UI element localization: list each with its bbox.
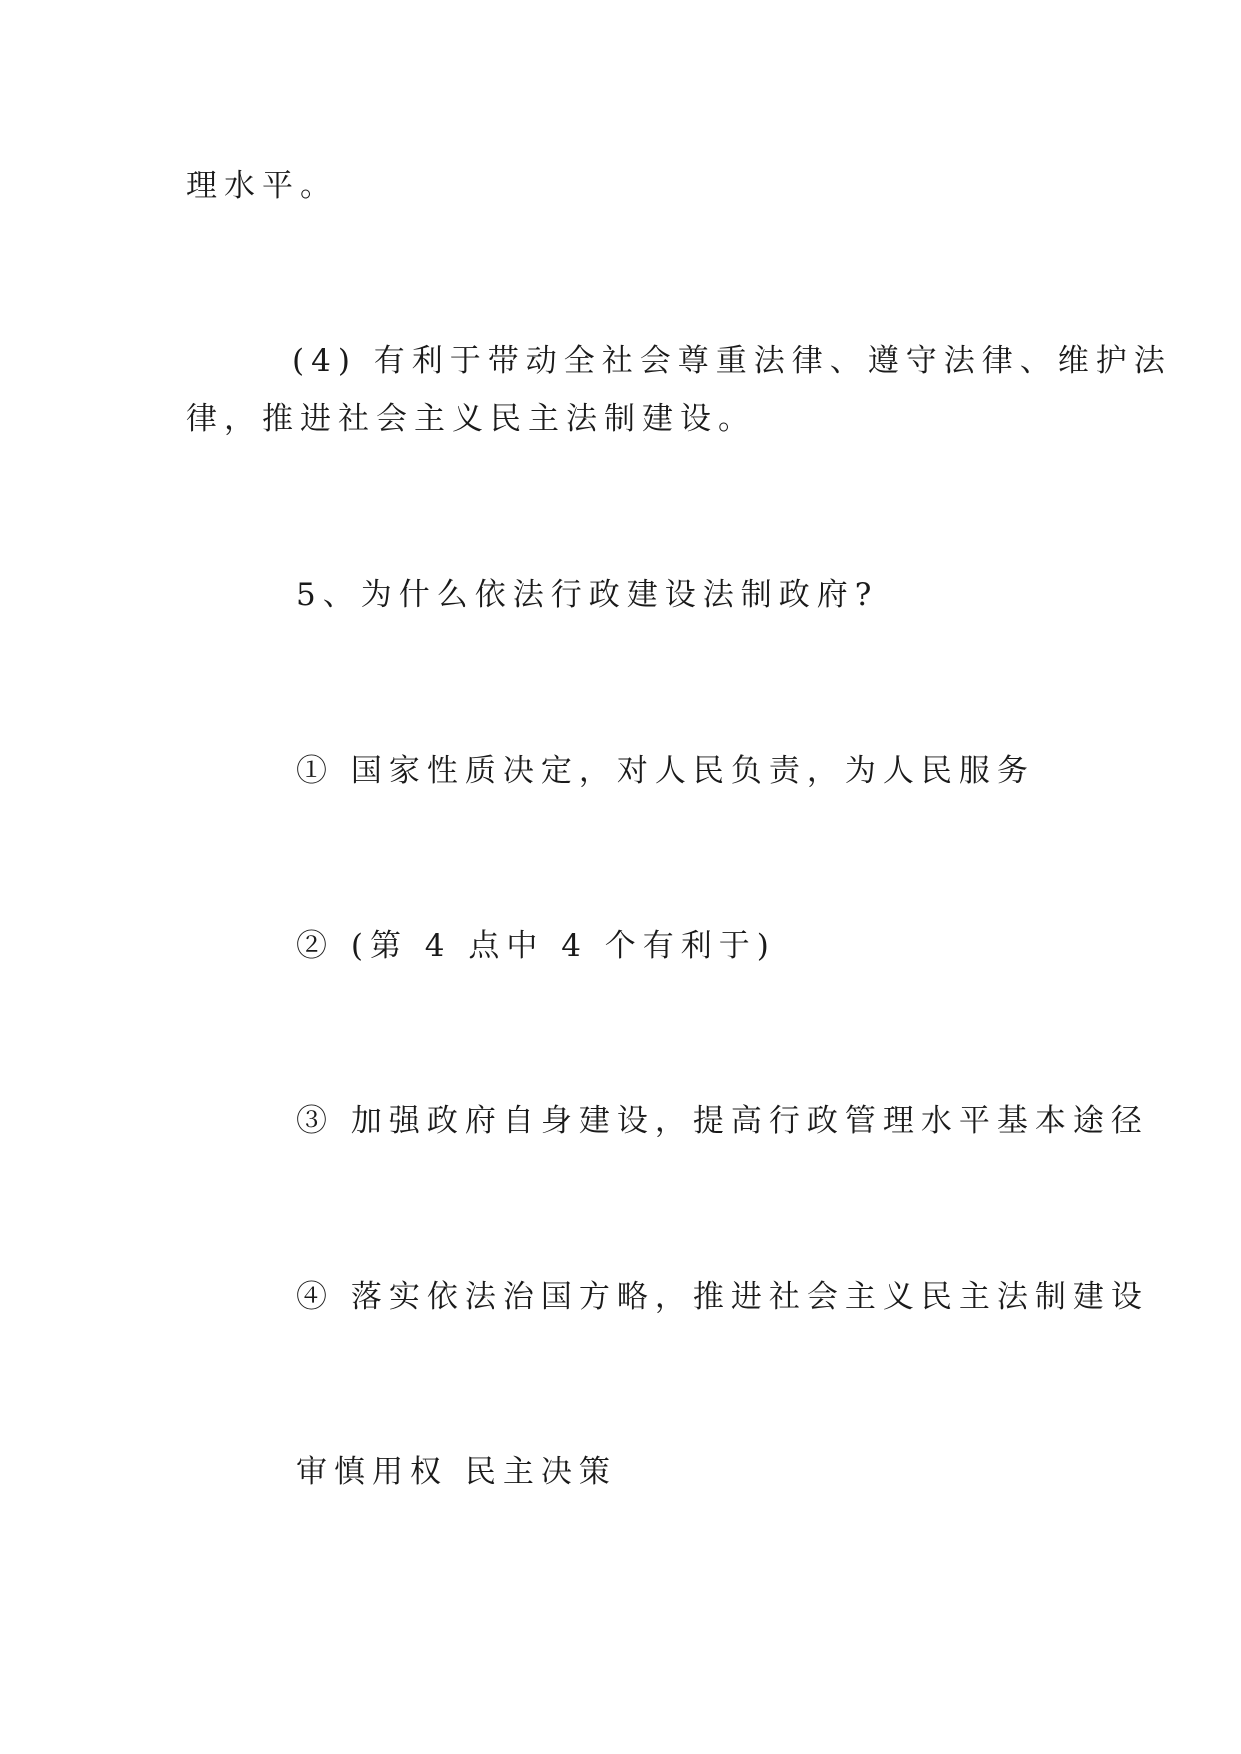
answer-item-2: ② (第 4 点中 4 个有利于) (296, 928, 776, 964)
section-heading: 审慎用权 民主决策 (296, 1454, 617, 1490)
answer-item-1: ① 国家性质决定，对人民负责，为人民服务 (296, 753, 1035, 789)
answer-item-4: ④ 落实依法治国方略，推进社会主义民主法制建设 (296, 1279, 1149, 1315)
paragraph-point-4-line-1: (4) 有利于带动全社会尊重法律、遵守法律、维护法 (292, 343, 1172, 379)
paragraph-point-4-line-2: 律，推进社会主义民主法制建设。 (186, 401, 756, 437)
paragraph-continuation: 理水平。 (186, 168, 338, 204)
answer-item-3: ③ 加强政府自身建设，提高行政管理水平基本途径 (296, 1103, 1149, 1139)
question-heading: 5、为什么依法行政建设法制政府? (296, 577, 879, 613)
